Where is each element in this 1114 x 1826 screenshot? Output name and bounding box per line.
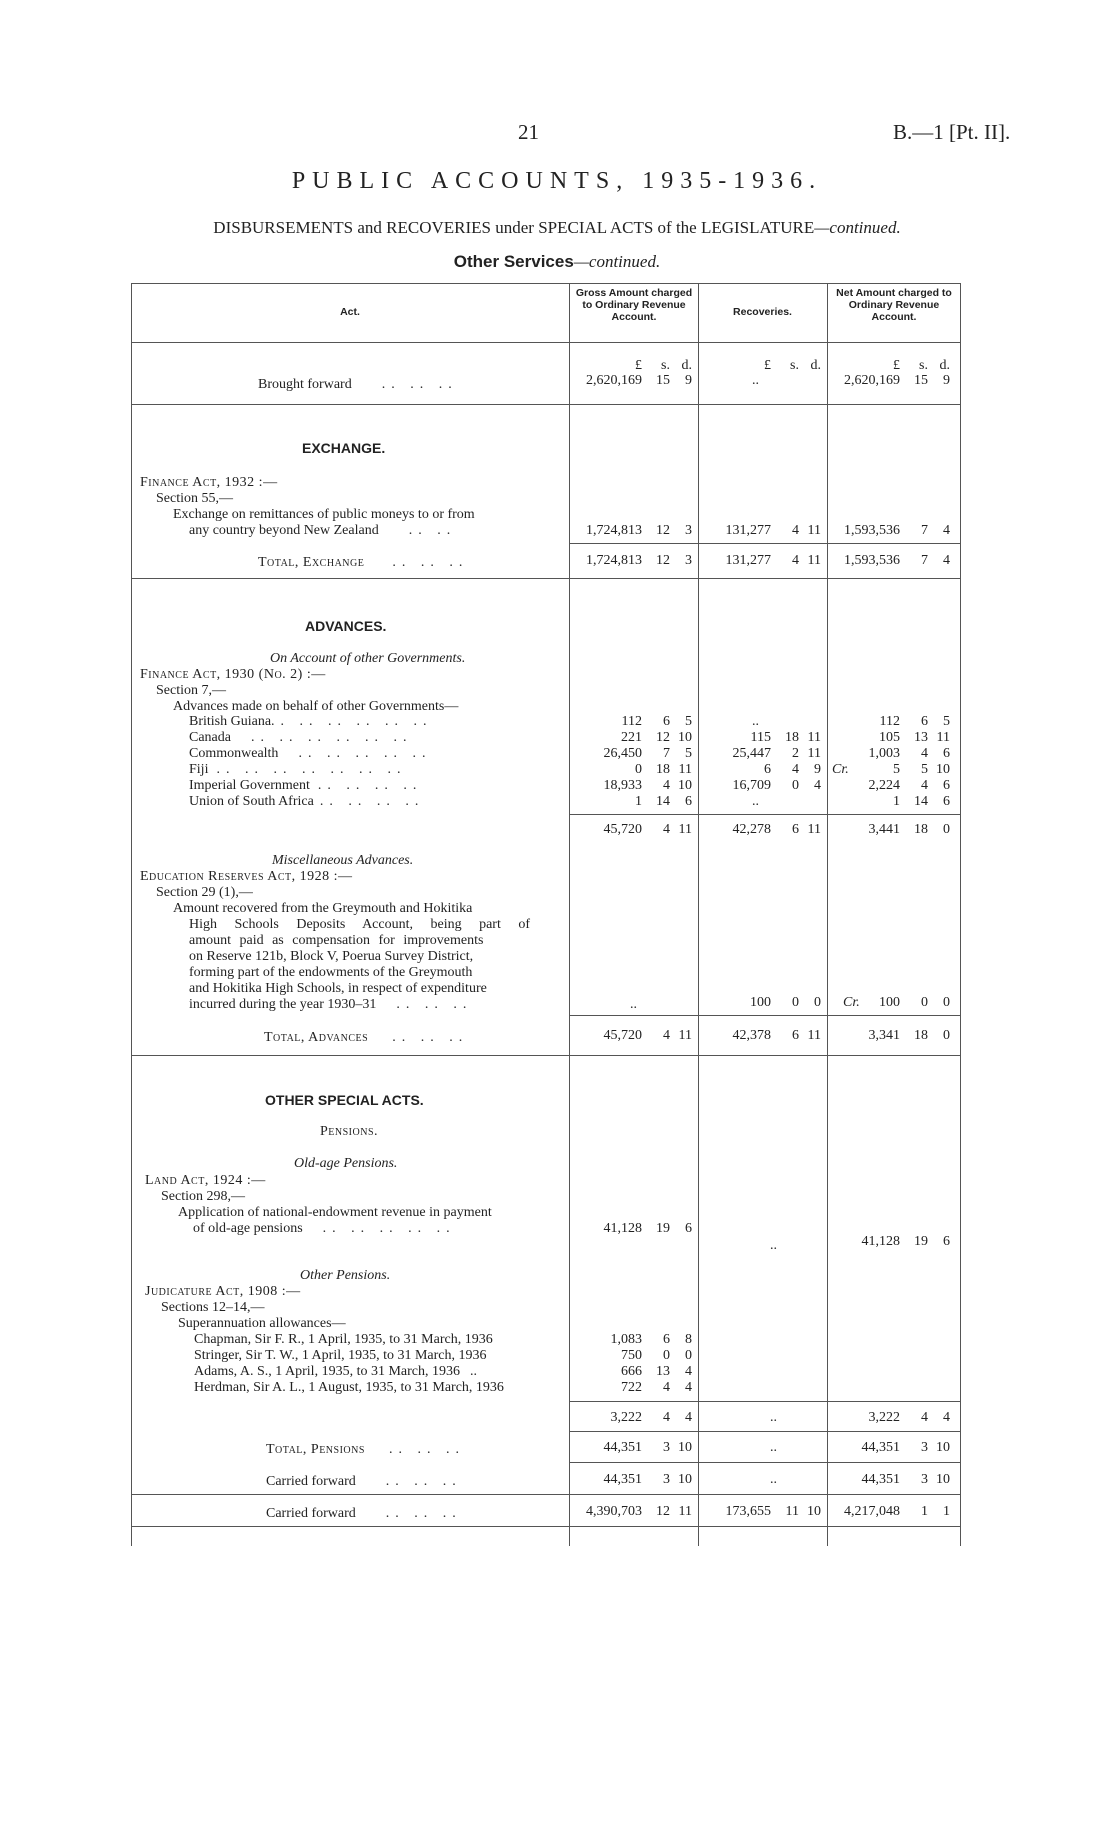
column-divider-recoveries [698,283,699,1546]
advances-subtotal-recoveries: 42,278 6 11 [732,822,821,837]
pensions-total-gross: 44,351 3 10 [603,1440,692,1455]
misc-line: forming part of the endowments of the Greymouth [189,965,473,980]
column-header-act: Act. [340,306,360,318]
advance-recoveries: 16,709 0 4 [732,778,821,793]
exchange-desc1: Exchange on remittances of public moneys to or from [173,507,475,522]
exchange-section: Section 55,— [156,491,233,506]
exchange-act: Finance Act, 1932 :— [140,475,278,490]
carried-forward-gross: 44,351 3 10 [603,1472,692,1487]
list-item: Union of South Africa .. .. .. .. [189,794,425,809]
divider [131,1494,961,1495]
judicature-section: Sections 12–14,— [161,1300,265,1315]
advances-subtotal-gross: 45,720 4 11 [603,822,692,837]
allowance-gross: 666 13 4 [621,1364,692,1379]
advance-recoveries: 115 18 11 [750,730,821,745]
page-number: 21 [518,120,539,144]
divider [569,543,961,544]
misc-line: incurred during the year 1930–31 .. .. .. [189,997,473,1012]
table-bottom-border [131,1526,961,1527]
divider [569,814,961,815]
misc-line: and Hokitika High Schools, in respect of expenditure [189,981,487,996]
misc-advances-act: Education Reserves Act, 1928 :— [140,869,353,884]
advance-net: 105 13 11 [879,730,950,745]
other-acts-heading: OTHER SPECIAL ACTS. [265,1092,424,1108]
misc-line: High Schools Deposits Account, being part of [189,917,531,932]
page-subtitle: DISBURSEMENTS and RECOVERIES under SPECIAL ACTS of the LEGISLATURE—continued. [213,218,901,237]
pensions-total-net: 44,351 3 10 [861,1440,950,1455]
advance-recoveries: .. [752,794,759,809]
pensions-subtotal-recoveries: .. [770,1410,777,1425]
credit-marker: Cr. [843,995,860,1010]
judicature-desc: Superannuation allowances— [178,1316,346,1331]
advance-net: 1,003 4 6 [868,746,950,761]
advances-heading: ADVANCES. [305,618,387,634]
column-header-net: Net Amount charged to Ordinary Revenue Account. [836,287,952,323]
old-age-heading: Old-age Pensions. [294,1156,398,1171]
advance-gross: 18,933 4 10 [603,778,692,793]
misc-recoveries: 100 0 0 [750,995,821,1010]
credit-marker: Cr. [832,762,849,777]
carried-forward-net: 44,351 3 10 [861,1472,950,1487]
advance-recoveries: 6 4 9 [764,762,821,777]
advance-net: 112 6 5 [879,714,950,729]
divider [569,1015,961,1016]
divider [131,404,961,405]
divider [131,578,961,579]
advances-total-label: Total, Advances .. .. .. [264,1030,469,1045]
advance-gross: 112 6 5 [621,714,692,729]
exchange-desc2: any country beyond New Zealand .. .. [189,523,457,538]
header-bottom-border [131,342,961,343]
exchange-gross: 1,724,813 12 3 [586,523,692,538]
exchange-recoveries: 131,277 4 11 [725,523,821,538]
brought-forward-gross: 2,620,169 15 9 [586,373,692,388]
advance-net: 5 5 10 [893,762,950,777]
pensions-subtotal-net: 3,222 4 4 [868,1410,950,1425]
pensions-heading: Pensions. [320,1124,379,1139]
section-title: Other Services—continued. [453,252,661,271]
document-reference: B.—1 [Pt. II]. [893,120,1011,144]
advance-net: 2,224 4 6 [868,778,950,793]
advance-recoveries: .. [752,714,759,729]
misc-gross: .. [630,997,637,1012]
divider [569,1431,961,1432]
units-recoveries: £ s. d. [764,358,821,373]
allowance-gross: 1,083 6 8 [610,1332,692,1347]
divider [569,1462,961,1463]
misc-line: Amount recovered from the Greymouth and Hokitika [173,901,473,916]
table-right-border [960,283,961,1546]
final-carried-forward-recoveries: 173,655 11 10 [725,1504,821,1519]
land-desc2: of old-age pensions .. .. .. .. .. [193,1221,456,1236]
misc-advances-section: Section 29 (1),— [156,885,253,900]
exchange-total-net: 1,593,536 7 4 [844,553,950,568]
land-recoveries: .. [770,1238,777,1253]
carried-forward-recoveries: .. [770,1472,777,1487]
exchange-total-recoveries: 131,277 4 11 [725,553,821,568]
pensions-subtotal-gross: 3,222 4 4 [610,1410,692,1425]
carried-forward-label: Carried forward .. .. .. [266,1474,462,1489]
advance-gross: 26,450 7 5 [603,746,692,761]
list-item: Fiji .. .. .. .. .. .. .. [189,762,407,777]
final-carried-forward-label: Carried forward .. .. .. [266,1506,462,1521]
advances-total-recoveries: 42,378 6 11 [732,1028,821,1043]
allowance-gross: 750 0 0 [621,1348,692,1363]
exchange-total-gross: 1,724,813 12 3 [586,553,692,568]
allowance-item: Adams, A. S., 1 April, 1935, to 31 March, 1936 .. [194,1364,477,1379]
advances-total-net: 3,341 18 0 [868,1028,950,1043]
land-net: 41,128 19 6 [861,1234,950,1249]
land-desc1: Application of national-endowment revenue in payment [178,1205,492,1220]
exchange-total-label: Total, Exchange .. .. .. [258,555,469,570]
list-item: Imperial Government .. .. .. .. [189,778,423,793]
column-header-gross: Gross Amount charged to Ordinary Revenue Account. [575,287,693,323]
divider [131,1055,961,1056]
brought-forward-recoveries: .. [752,373,759,388]
advances-desc: Advances made on behalf of other Governments— [173,699,459,714]
allowance-gross: 722 4 4 [621,1380,692,1395]
advances-act: Finance Act, 1930 (No. 2) :— [140,667,326,682]
advance-gross: 1 14 6 [635,794,692,809]
column-divider-net [827,283,828,1546]
brought-forward-label: Brought forward .. .. .. [258,377,458,392]
pensions-total-label: Total, Pensions .. .. .. [266,1442,465,1457]
allowance-item: Herdman, Sir A. L., 1 August, 1935, to 31 March, 1936 [194,1380,504,1395]
list-item: Commonwealth .. .. .. .. .. [189,746,432,761]
advances-subheading: On Account of other Governments. [270,651,466,666]
page-title: PUBLIC ACCOUNTS, 1935-1936. [291,168,823,194]
column-header-recoveries: Recoveries. [733,306,792,318]
exchange-net: 1,593,536 7 4 [844,523,950,538]
pensions-total-recoveries: .. [770,1440,777,1455]
divider [569,1401,961,1402]
list-item: Canada .. .. .. .. .. .. [189,730,413,745]
misc-line: on Reserve 121b, Block V, Poerua Survey District, [189,949,474,964]
advances-total-gross: 45,720 4 11 [603,1028,692,1043]
advances-section: Section 7,— [156,683,226,698]
land-act: Land Act, 1924 :— [145,1173,266,1188]
advances-subtotal-net: 3,441 18 0 [868,822,950,837]
advance-net: 1 14 6 [893,794,950,809]
table-top-border [131,283,961,284]
final-carried-forward-net: 4,217,048 1 1 [844,1504,950,1519]
misc-line: amount paid as compensation for improvements [189,933,484,948]
exchange-heading: EXCHANGE. [302,440,386,456]
brought-forward-net: 2,620,169 15 9 [844,373,950,388]
table-left-border [131,283,132,1546]
land-section: Section 298,— [161,1189,245,1204]
allowance-item: Chapman, Sir F. R., 1 April, 1935, to 31 March, 1936 [194,1332,493,1347]
final-carried-forward-gross: 4,390,703 12 11 [586,1504,692,1519]
misc-net: 100 0 0 [879,995,950,1010]
misc-advances-heading: Miscellaneous Advances. [272,853,414,868]
advance-gross: 221 12 10 [621,730,692,745]
advance-gross: 0 18 11 [635,762,692,777]
units-gross: £ s. d. [635,358,692,373]
list-item: British Guiana.. .. .. .. .. .. [189,714,433,729]
allowance-item: Stringer, Sir T. W., 1 April, 1935, to 31 March, 1936 [194,1348,487,1363]
units-net: £ s. d. [893,358,950,373]
advance-recoveries: 25,447 2 11 [732,746,821,761]
other-pensions-heading: Other Pensions. [300,1268,391,1283]
judicature-act: Judicature Act, 1908 :— [145,1284,301,1299]
land-gross: 41,128 19 6 [603,1221,692,1236]
